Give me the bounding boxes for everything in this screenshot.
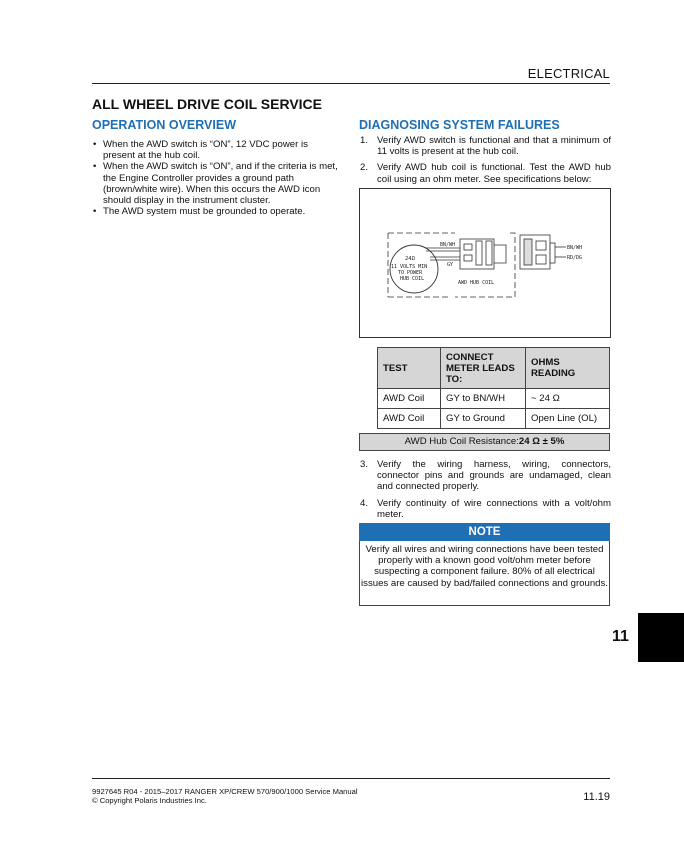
step-item — [359, 135, 611, 157]
table-cell: AWD Coil — [378, 409, 441, 429]
page-title: ALL WHEEL DRIVE COIL SERVICE — [92, 96, 323, 112]
table-cell: GY to Ground — [441, 409, 526, 429]
coil-text-2: TO POWER — [398, 270, 423, 276]
step-text: Verify the wiring harness, wiring, connectors, connector pins and grounds are undamaged, clean and connected properly. — [377, 459, 611, 493]
chapter-tab-block — [638, 613, 684, 662]
hub-connector — [460, 239, 506, 269]
step-number: 4. — [360, 497, 369, 509]
harness-wire-bnwh: BN/WH — [567, 245, 583, 251]
wiring-diagram-svg — [360, 189, 610, 337]
table-cell: ~ 24 Ω — [526, 389, 610, 409]
wire-label-gy: GY — [447, 262, 454, 268]
bullet-item: • When the AWD switch is “ON”, and if the criteria is met, the Engine Controller provides a ground path (brown/white wire). When this occurs the AWD icon should display in the instrument cluster. — [92, 161, 342, 206]
diagnosing-steps-b — [359, 459, 611, 525]
resistance-label: AWD Hub Coil Resistance: — [404, 436, 519, 447]
resistance-spec — [359, 433, 610, 451]
step-text: Verify continuity of wire connections with a volt/ohm meter. — [377, 497, 611, 520]
coil-text-1: 11 VOLTS MIN — [391, 264, 428, 270]
operation-bullets — [92, 139, 342, 217]
resistance-value: 24 Ω ± 5% — [518, 436, 565, 447]
table-cell: AWD Coil — [378, 389, 441, 409]
column-header-connect: CONNECT METER LEADS TO: — [441, 348, 526, 389]
step-text: Verify AWD switch is functional and that a minimum of 11 volts is present at the hub coil. — [377, 135, 611, 158]
hub-coil-caption: AWD HUB COIL — [458, 280, 495, 286]
note-heading: NOTE — [359, 523, 610, 541]
diagnosing-steps-a — [359, 135, 611, 190]
footer-text — [92, 787, 358, 805]
column-header-test: TEST — [378, 348, 441, 389]
footer-rule — [92, 778, 610, 779]
table-header-row — [378, 348, 610, 389]
ohms-spec-table — [377, 347, 610, 429]
header-rule — [92, 83, 610, 84]
table-row — [378, 409, 610, 429]
column-header-ohms: OHMS READING — [526, 348, 610, 389]
table-cell: Open Line (OL) — [526, 409, 610, 429]
coil-text-3: HUB COIL — [400, 276, 425, 282]
page-number: 11.19 — [583, 791, 610, 803]
harness-connector — [520, 235, 555, 269]
harness-wire-rddg: RD/DG — [567, 255, 583, 261]
step-text: Verify AWD hub coil is functional. Test the AWD hub coil using an ohm meter. See specifications below: — [377, 162, 611, 185]
step-item — [359, 459, 611, 493]
footer-copyright-line: © Copyright Polaris Industries Inc. — [92, 796, 207, 805]
coil-resistance-label: 24Ω — [405, 256, 415, 262]
table-cell: GY to BN/WH — [441, 389, 526, 409]
wiring-diagram — [359, 188, 611, 338]
bullet-item: • When the AWD switch is “ON”, 12 VDC power is present at the hub coil. — [92, 139, 342, 161]
table-row — [378, 389, 610, 409]
step-number: 1. — [360, 135, 369, 146]
step-item — [359, 162, 611, 184]
wire-label-bnwh: BN/WH — [440, 242, 456, 248]
step-item — [359, 498, 611, 520]
operation-heading: OPERATION OVERVIEW — [92, 118, 237, 132]
section-header: ELECTRICAL — [527, 66, 610, 81]
step-number: 3. — [360, 459, 369, 470]
step-number: 2. — [360, 162, 369, 174]
bullet-item: • The AWD system must be grounded to operate. — [92, 206, 342, 217]
footer-manual-line: 9927645 R04 - 2015–2017 RANGER XP/CREW 570/900/1000 Service Manual — [92, 787, 358, 796]
chapter-number: 11 — [612, 628, 629, 645]
note-body: Verify all wires and wiring connections have been tested properly with a known good volt/ohm meter before suspecting a component failure. 80% of all electrical issues are caused by bad/failed connections and grounds. — [359, 541, 610, 606]
diagnosing-heading: DIAGNOSING SYSTEM FAILURES — [359, 118, 560, 132]
